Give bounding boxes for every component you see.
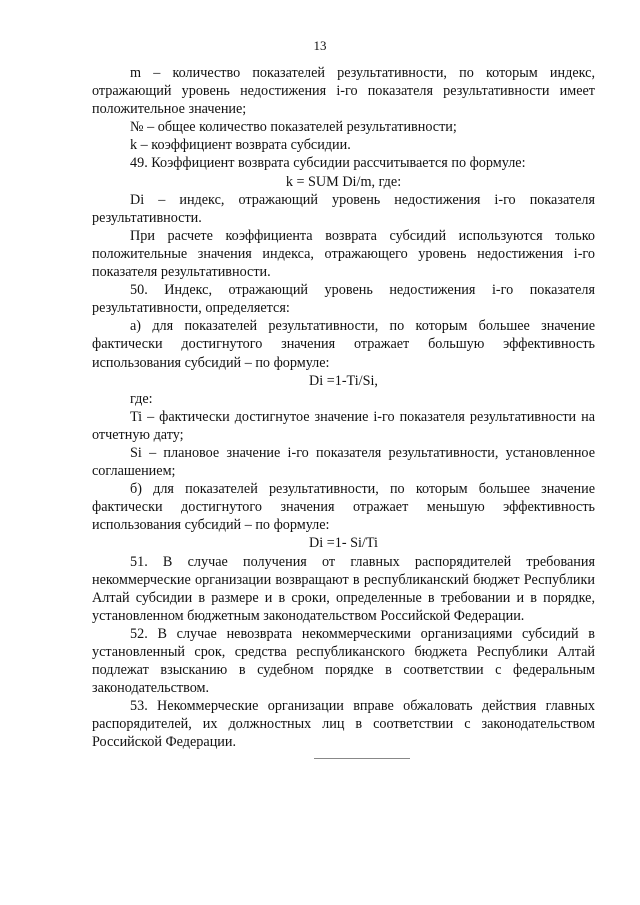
- end-separator-line: [314, 758, 410, 759]
- paragraph-di-definition: Di – индекс, отражающий уровень недостижения i-го показателя результативности.: [92, 191, 595, 226]
- formula-k: k = SUM Di/m, где:: [285, 173, 402, 190]
- paragraph-positive-values: При расчете коэффициента возврата субсидий используются только положительные значения индекса, отражающего уровень недостижения i-го показателя результативности.: [92, 227, 595, 281]
- paragraph-51: 51. В случае получения от главных распорядителей требования некоммерческие организации возвращают в республиканский бюджет Республики Алтай субсидии в размере и в сроки, определенные в требовании и в порядке, установленном бюджетным законодательством Российской Федерации.: [92, 553, 595, 624]
- formula-a: Di =1-Ti/Si,: [309, 372, 378, 389]
- paragraph-52: 52. В случае невозврата некоммерческими организациями субсидий в установленный срок, средства республиканского бюджета Республики Алтай подлежат взысканию в судебном порядке в соответствии с федеральным законодательством.: [92, 625, 595, 697]
- paragraph-si-definition: Si – плановое значение i-го показателя результативности, установленное соглашением;: [92, 444, 595, 480]
- paragraph-total-count-definition: № – общее количество показателей результативности;: [130, 119, 457, 136]
- paragraph-ti-definition: Ti – фактически достигнутое значение i-го показателя результативности на отчетную дату;: [92, 408, 595, 443]
- formula-b: Di =1- Si/Ti: [309, 535, 378, 552]
- paragraph-49: 49. Коэффициент возврата субсидии рассчитывается по формуле:: [130, 155, 526, 172]
- document-body: [92, 64, 595, 752]
- paragraph-50: 50. Индекс, отражающий уровень недостижения i-го показателя результативности, определяется:: [92, 282, 595, 317]
- paragraph-50-b: б) для показателей результативности, по которым большее значение фактически достигнутого значения отражает меньшую эффективность использования субсидий – по формуле:: [92, 481, 595, 534]
- page-number: 13: [313, 38, 327, 53]
- paragraph-k-definition: k – коэффициент возврата субсидии.: [130, 137, 351, 154]
- paragraph-m-definition: m – количество показателей результативности, по которым индекс, отражающий уровень недостижения i-го показателя результативности имеет положительное значение;: [92, 65, 595, 118]
- paragraph-53: 53. Некоммерческие организации вправе обжаловать действия главных распорядителей, их должностных лиц в соответствии с законодательством Российской Федерации.: [92, 698, 595, 751]
- where-label: где:: [130, 390, 153, 407]
- paragraph-50-a: а) для показателей результативности, по которым большее значение фактически достигнутого значения отражает большую эффективность использования субсидий – по формуле:: [92, 318, 595, 371]
